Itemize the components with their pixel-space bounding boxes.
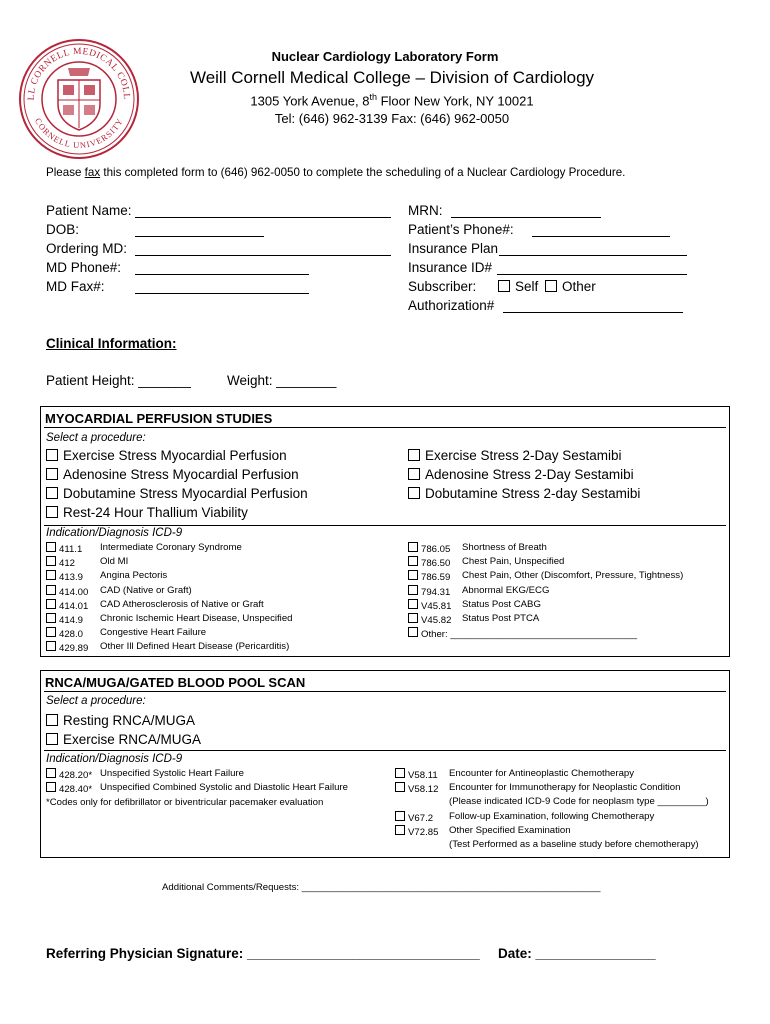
rnca-right-code-description: (Please indicated ICD-9 Code for neoplasm type _________) (449, 796, 709, 808)
perfusion-procedure-option[interactable]: Exercise Stress 2-Day Sestamibi (408, 448, 622, 463)
perfusion-right-code-description: Abnormal EKG/ECG (462, 584, 550, 596)
perfusion-left-code-checkbox[interactable]: 414.9 (46, 613, 83, 626)
address-sup: th (369, 92, 377, 102)
date-field[interactable]: Date: ________________ (498, 946, 656, 961)
md-phone-field[interactable] (135, 274, 309, 275)
perfusion-right-code-description: Status Post PTCA (462, 613, 540, 624)
address-pre: 1305 York Avenue, 8 (250, 93, 370, 109)
rnca-right-code-checkbox[interactable]: V58.11 (395, 768, 438, 781)
perfusion-left-code-description: CAD (Native or Graft) (100, 584, 192, 596)
perfusion-procedure-option[interactable]: Adenosine Stress Myocardial Perfusion (46, 467, 299, 482)
perfusion-procedure-option[interactable]: Dobutamine Stress Myocardial Perfusion (46, 486, 308, 501)
perfusion-left-code-checkbox[interactable]: 411.1 (46, 542, 82, 555)
rnca-right-code-description: Other Specified Examination (449, 824, 571, 836)
mrn-label: MRN: (408, 203, 443, 218)
perfusion-left-code-description: Other Ill Defined Heart Disease (Pericarditis) (100, 641, 290, 653)
perfusion-left-code-description: CAD Atherosclerosis of Native or Graft (100, 598, 264, 610)
additional-comments-field[interactable]: Additional Comments/Requests: ________________________________________________________ (162, 882, 601, 893)
rnca-select-label: Select a procedure: (46, 695, 146, 707)
rnca-left-code-checkbox[interactable]: 428.20* (46, 768, 92, 781)
rnca-right-code-description: Encounter for Immunotherapy for Neoplastic Condition (449, 782, 681, 794)
rnca-right-code-description: Follow-up Examination, following Chemotherapy (449, 810, 655, 822)
rnca-right-code-checkbox[interactable]: V67.2 (395, 811, 433, 824)
md-phone-label: MD Phone#: (46, 260, 122, 275)
perfusion-right-code-description: Shortness of Breath (462, 542, 547, 553)
mrn-field[interactable] (451, 217, 601, 218)
phone-line: Tel: (646) 962-3139 Fax: (646) 962-0050 (274, 111, 510, 126)
perfusion-left-code-description: Angina Pectoris (100, 570, 168, 582)
address-post: Floor New York, NY 10021 (376, 93, 534, 109)
rnca-right-code-description: (Test Performed as a baseline study before chemotherapy) (449, 839, 699, 850)
perfusion-left-code-checkbox[interactable]: 414.00 (46, 585, 88, 598)
perfusion-procedure-option[interactable]: Adenosine Stress 2-Day Sestamibi (408, 467, 634, 482)
perfusion-select-label: Select a procedure: (46, 432, 146, 444)
authorization-label: Authorization# (408, 298, 495, 313)
patient-name-field[interactable] (135, 217, 391, 218)
perfusion-procedure-option[interactable]: Rest-24 Hour Thallium Viability (46, 505, 248, 520)
patient-height-field[interactable]: Patient Height: _______ (46, 373, 191, 388)
perfusion-right-code-checkbox[interactable]: 786.05 (408, 542, 450, 555)
referring-physician-signature-field[interactable]: Referring Physician Signature: _______________________________ (46, 946, 480, 961)
subscriber-other-checkbox[interactable]: Other (545, 279, 596, 294)
dob-label: DOB: (46, 222, 80, 237)
rnca-right-code-checkbox[interactable]: V72.85 (395, 825, 438, 838)
rnca-title-rule (44, 691, 726, 692)
form-title: Nuclear Cardiology Laboratory Form (271, 49, 499, 64)
md-fax-label: MD Fax#: (46, 279, 105, 294)
perfusion-left-code-description: Congestive Heart Failure (100, 627, 207, 639)
intro-pre: Please (46, 166, 85, 179)
perfusion-left-code-description: Intermediate Coronary Syndrome (100, 542, 242, 553)
perfusion-right-code-checkbox[interactable]: 786.50 (408, 556, 450, 569)
perfusion-other-option[interactable]: Other: ___________________________________ (408, 627, 637, 640)
seal-top-text: LL CORNELL MEDICAL COLL (26, 46, 132, 101)
rnca-right-code-checkbox[interactable]: V58.12 (395, 782, 438, 795)
subscriber-self-checkbox[interactable]: Self (498, 279, 538, 294)
ordering-md-field[interactable] (135, 255, 391, 256)
patient-phone-label: Patient’s Phone#: (408, 222, 514, 237)
rnca-indication-label: Indication/Diagnosis ICD-9 (46, 753, 183, 765)
rnca-procedure-option[interactable]: Resting RNCA/MUGA (46, 713, 195, 728)
perfusion-title-rule (44, 427, 726, 428)
rnca-left-code-checkbox[interactable]: 428.40* (46, 782, 92, 795)
md-fax-field[interactable] (135, 293, 309, 294)
perfusion-procedure-option[interactable]: Dobutamine Stress 2-day Sestamibi (408, 486, 640, 501)
perfusion-right-code-description: Chest Pain, Other (Discomfort, Pressure, Tightness) (462, 570, 684, 582)
perfusion-left-code-checkbox[interactable]: 414.01 (46, 599, 88, 612)
perfusion-title: MYOCARDIAL PERFUSION STUDIES (45, 411, 273, 426)
rnca-procedure-option[interactable]: Exercise RNCA/MUGA (46, 732, 201, 747)
patient-phone-field[interactable] (532, 236, 670, 237)
perfusion-left-code-description: Chronic Ischemic Heart Disease, Unspecified (100, 613, 293, 624)
insurance-id-label: Insurance ID# (408, 260, 493, 275)
perfusion-right-code-checkbox[interactable]: 794.31 (408, 585, 450, 598)
seal-bottom-text: CORNELL UNIVERSITY (32, 116, 126, 151)
rnca-left-code-description: Unspecified Systolic Heart Failure (100, 768, 244, 779)
perfusion-right-code-checkbox[interactable]: V45.81 (408, 599, 451, 612)
perfusion-right-code-description: Chest Pain, Unspecified (462, 556, 565, 568)
perfusion-left-code-description: Old MI (100, 556, 129, 568)
perfusion-left-code-checkbox[interactable]: 413.9 (46, 570, 83, 583)
perfusion-left-code-checkbox[interactable]: 412 (46, 556, 75, 569)
rnca-indication-rule (44, 750, 726, 751)
clinical-info-title: Clinical Information: (46, 336, 177, 351)
college-title: Weill Cornell Medical College – Division of Cardiology (189, 68, 595, 87)
patient-name-label: Patient Name: (46, 203, 132, 218)
address-line (182, 92, 602, 108)
intro-fax-word: fax (84, 166, 101, 179)
perfusion-right-code-checkbox[interactable]: 786.59 (408, 570, 450, 583)
perfusion-right-code-description: Status Post CABG (462, 598, 541, 610)
perfusion-left-code-checkbox[interactable]: 429.89 (46, 641, 88, 654)
patient-weight-field[interactable]: Weight: ________ (227, 373, 337, 388)
rnca-title: RNCA/MUGA/GATED BLOOD POOL SCAN (45, 675, 306, 690)
dob-field[interactable] (135, 236, 264, 237)
perfusion-left-code-checkbox[interactable]: 428.0 (46, 627, 83, 640)
insurance-id-field[interactable] (497, 274, 687, 275)
ordering-md-label: Ordering MD: (46, 241, 128, 256)
rnca-right-code-description: Encounter for Antineoplastic Chemotherapy (449, 768, 635, 779)
perfusion-procedure-option[interactable]: Exercise Stress Myocardial Perfusion (46, 448, 287, 463)
insurance-plan-field[interactable] (499, 255, 687, 256)
insurance-plan-label: Insurance Plan (408, 241, 499, 256)
perfusion-indication-label: Indication/Diagnosis ICD-9 (46, 527, 183, 539)
rnca-footnote: *Codes only for defibrillator or biventricular pacemaker evaluation (46, 797, 324, 808)
subscriber-label: Subscriber: (408, 279, 477, 294)
authorization-field[interactable] (503, 312, 683, 313)
perfusion-indication-rule (44, 525, 726, 526)
intro-text (46, 166, 625, 179)
intro-post: this completed form to (646) 962-0050 to complete the scheduling of a Nuclear Cardiology Procedure. (100, 166, 626, 179)
perfusion-right-code-checkbox[interactable]: V45.82 (408, 613, 451, 626)
rnca-left-code-description: Unspecified Combined Systolic and Diastolic Heart Failure (100, 782, 348, 794)
